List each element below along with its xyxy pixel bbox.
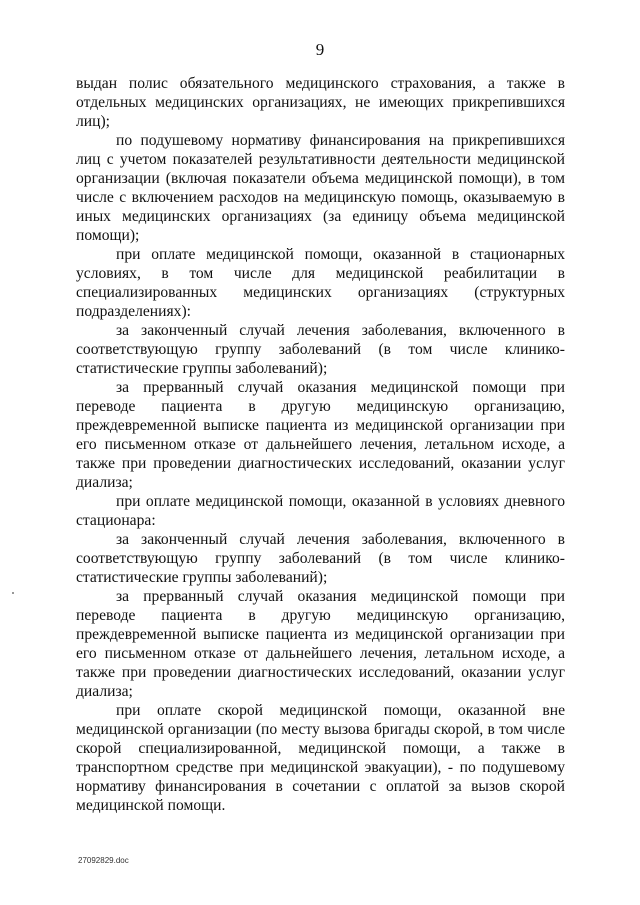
paragraph: за прерванный случай оказания медицинской помощи при переводе пациента в другую медицинскую организацию, преждевременной выписке пациента из медицинской организации при его письменном отказе от дальнейшего лечения, летальном исходе, а также при проведении диагностических исследований, оказании услуг диализа; [76,379,565,491]
paragraph: за законченный случай лечения заболевания, включенного в соответствующую группу заболеваний (в том числе клинико-статистические группы заболеваний); [76,531,565,586]
page-number: 9 [315,40,325,59]
paragraph: за законченный случай лечения заболевания, включенного в соответствующую группу заболеваний (в том числе клинико-статистические группы заболеваний); [76,322,565,377]
paragraph: при оплате медицинской помощи, оказанной в условиях дневного стационара: [76,493,565,529]
margin-mark [12,592,14,594]
paragraph: за прерванный случай оказания медицинской помощи при переводе пациента в другую медицинскую организацию, преждевременной выписке пациента из медицинской организации при его письменном отказе от дальнейшего лечения, летальном исходе, а также при проведении диагностических исследований, оказании услуг диализа; [76,588,565,700]
paragraph: по подушевому нормативу финансирования на прикрепившихся лиц с учетом показателей результативности деятельности медицинской организации (включая показатели объема медицинской помощи), в том числе с включением расходов на медицинскую помощь, оказываемую в иных медицинских организациях (за единицу объема медицинской помощи); [76,132,565,244]
paragraph: выдан полис обязательного медицинского страхования, а также в отдельных медицинских организациях, не имеющих прикрепившихся лиц); [76,75,565,130]
footer-filename: 27092829.doc [78,856,129,865]
document-body [76,74,565,815]
paragraph: при оплате скорой медицинской помощи, оказанной вне медицинской организации (по месту вызова бригады скорой, в том числе скорой специализированной, медицинской помощи, а также в транспортном средстве при медицинской эвакуации), - по подушевому нормативу финансирования в сочетании с оплатой за вызов скорой медицинской помощи. [76,702,565,814]
paragraph: при оплате медицинской помощи, оказанной в стационарных условиях, в том числе для медицинской реабилитации в специализированных медицинских организациях (структурных подразделениях): [76,246,565,320]
